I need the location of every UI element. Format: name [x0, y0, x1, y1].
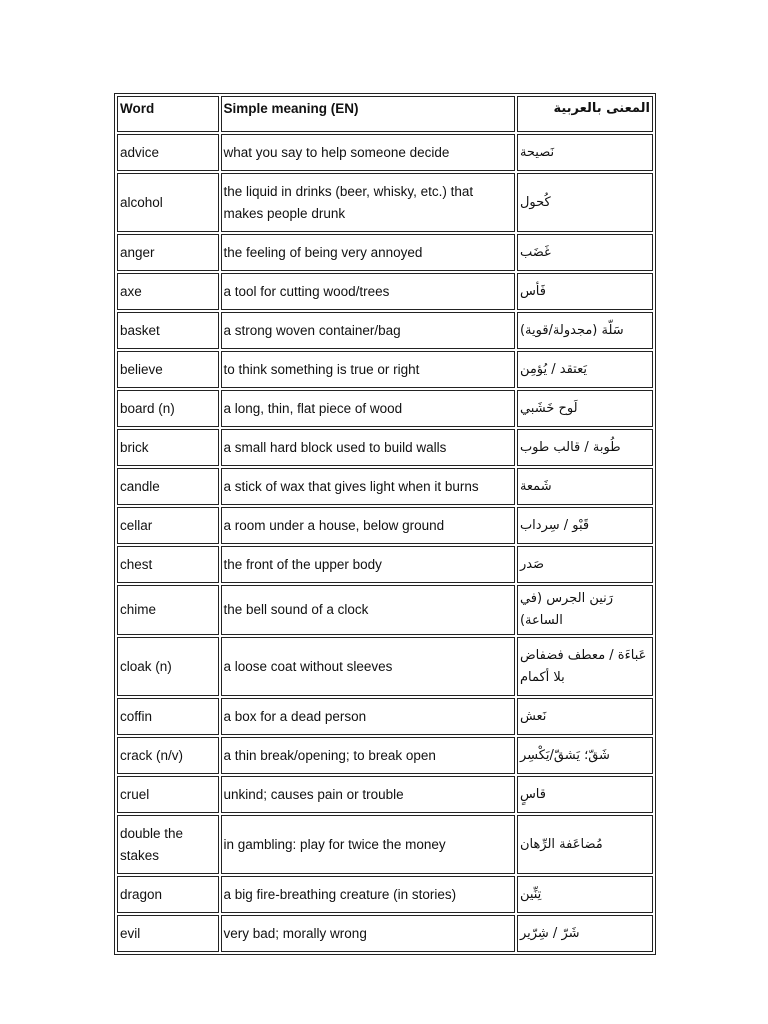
cell-word: cruel [117, 776, 219, 813]
cell-meaning: a strong woven container/bag [221, 312, 515, 349]
table-row [117, 351, 653, 388]
cell-arabic: عَباءَة / معطف فضفاض بلا أكمام [517, 637, 653, 696]
cell-word: chest [117, 546, 219, 583]
cell-meaning: the front of the upper body [221, 546, 515, 583]
table-row [117, 737, 653, 774]
cell-word: cloak (n) [117, 637, 219, 696]
cell-word: chime [117, 585, 219, 635]
cell-meaning: a thin break/opening; to break open [221, 737, 515, 774]
cell-word: board (n) [117, 390, 219, 427]
cell-word: believe [117, 351, 219, 388]
vocabulary-table [114, 93, 656, 955]
cell-arabic: شَقّ؛ يَشقّ/يَكْسِر [517, 737, 653, 774]
cell-arabic: نَعش [517, 698, 653, 735]
header-word: Word [117, 96, 219, 132]
table-row [117, 776, 653, 813]
cell-meaning: the feeling of being very annoyed [221, 234, 515, 271]
table-row [117, 134, 653, 171]
cell-arabic: رَنين الجرس (في الساعة) [517, 585, 653, 635]
cell-word: coffin [117, 698, 219, 735]
cell-word: basket [117, 312, 219, 349]
table-row [117, 876, 653, 913]
cell-word: crack (n/v) [117, 737, 219, 774]
cell-word: anger [117, 234, 219, 271]
table-header-row [117, 96, 653, 132]
table-row [117, 273, 653, 310]
cell-arabic: تِنِّين [517, 876, 653, 913]
cell-arabic: شَرّ / شِرّير [517, 915, 653, 952]
cell-word: advice [117, 134, 219, 171]
table-row [117, 468, 653, 505]
table-row [117, 585, 653, 635]
cell-arabic: صَدر [517, 546, 653, 583]
cell-arabic: مُضاعَفة الرِّهان [517, 815, 653, 874]
table-row [117, 507, 653, 544]
cell-word: candle [117, 468, 219, 505]
cell-meaning: a box for a dead person [221, 698, 515, 735]
cell-meaning: a stick of wax that gives light when it burns [221, 468, 515, 505]
cell-arabic: يَعتقد / يُؤمِن [517, 351, 653, 388]
cell-word: cellar [117, 507, 219, 544]
cell-meaning: what you say to help someone decide [221, 134, 515, 171]
cell-meaning: a long, thin, flat piece of wood [221, 390, 515, 427]
cell-meaning: a big fire-breathing creature (in stories) [221, 876, 515, 913]
cell-meaning: in gambling: play for twice the money [221, 815, 515, 874]
cell-meaning: a tool for cutting wood/trees [221, 273, 515, 310]
cell-arabic: نَصيحة [517, 134, 653, 171]
cell-meaning: to think something is true or right [221, 351, 515, 388]
cell-arabic: كُحول [517, 173, 653, 232]
cell-meaning: the bell sound of a clock [221, 585, 515, 635]
cell-meaning: a room under a house, below ground [221, 507, 515, 544]
table-row [117, 390, 653, 427]
cell-arabic: سَلّة (مجدولة/قوية) [517, 312, 653, 349]
cell-meaning: very bad; morally wrong [221, 915, 515, 952]
table-row [117, 429, 653, 466]
table-row [117, 698, 653, 735]
table-row [117, 815, 653, 874]
cell-meaning: a small hard block used to build walls [221, 429, 515, 466]
cell-arabic: قَبْو / سِرداب [517, 507, 653, 544]
table-row [117, 173, 653, 232]
cell-arabic: شَمعة [517, 468, 653, 505]
cell-arabic: غَضَب [517, 234, 653, 271]
cell-word: axe [117, 273, 219, 310]
cell-word: evil [117, 915, 219, 952]
cell-arabic: لَوح خَشَبي [517, 390, 653, 427]
table-row [117, 234, 653, 271]
header-meaning: Simple meaning (EN) [221, 96, 515, 132]
cell-arabic: فَأس [517, 273, 653, 310]
cell-word: brick [117, 429, 219, 466]
cell-arabic: طُوبة / قالب طوب [517, 429, 653, 466]
cell-arabic: قاسٍ [517, 776, 653, 813]
cell-meaning: unkind; causes pain or trouble [221, 776, 515, 813]
cell-meaning: a loose coat without sleeves [221, 637, 515, 696]
cell-word: double the stakes [117, 815, 219, 874]
header-arabic: المعنى بالعربية [517, 96, 653, 132]
cell-word: alcohol [117, 173, 219, 232]
cell-word: dragon [117, 876, 219, 913]
table-row [117, 915, 653, 952]
table-row [117, 312, 653, 349]
table-row [117, 637, 653, 696]
table-row [117, 546, 653, 583]
cell-meaning: the liquid in drinks (beer, whisky, etc.) that makes people drunk [221, 173, 515, 232]
